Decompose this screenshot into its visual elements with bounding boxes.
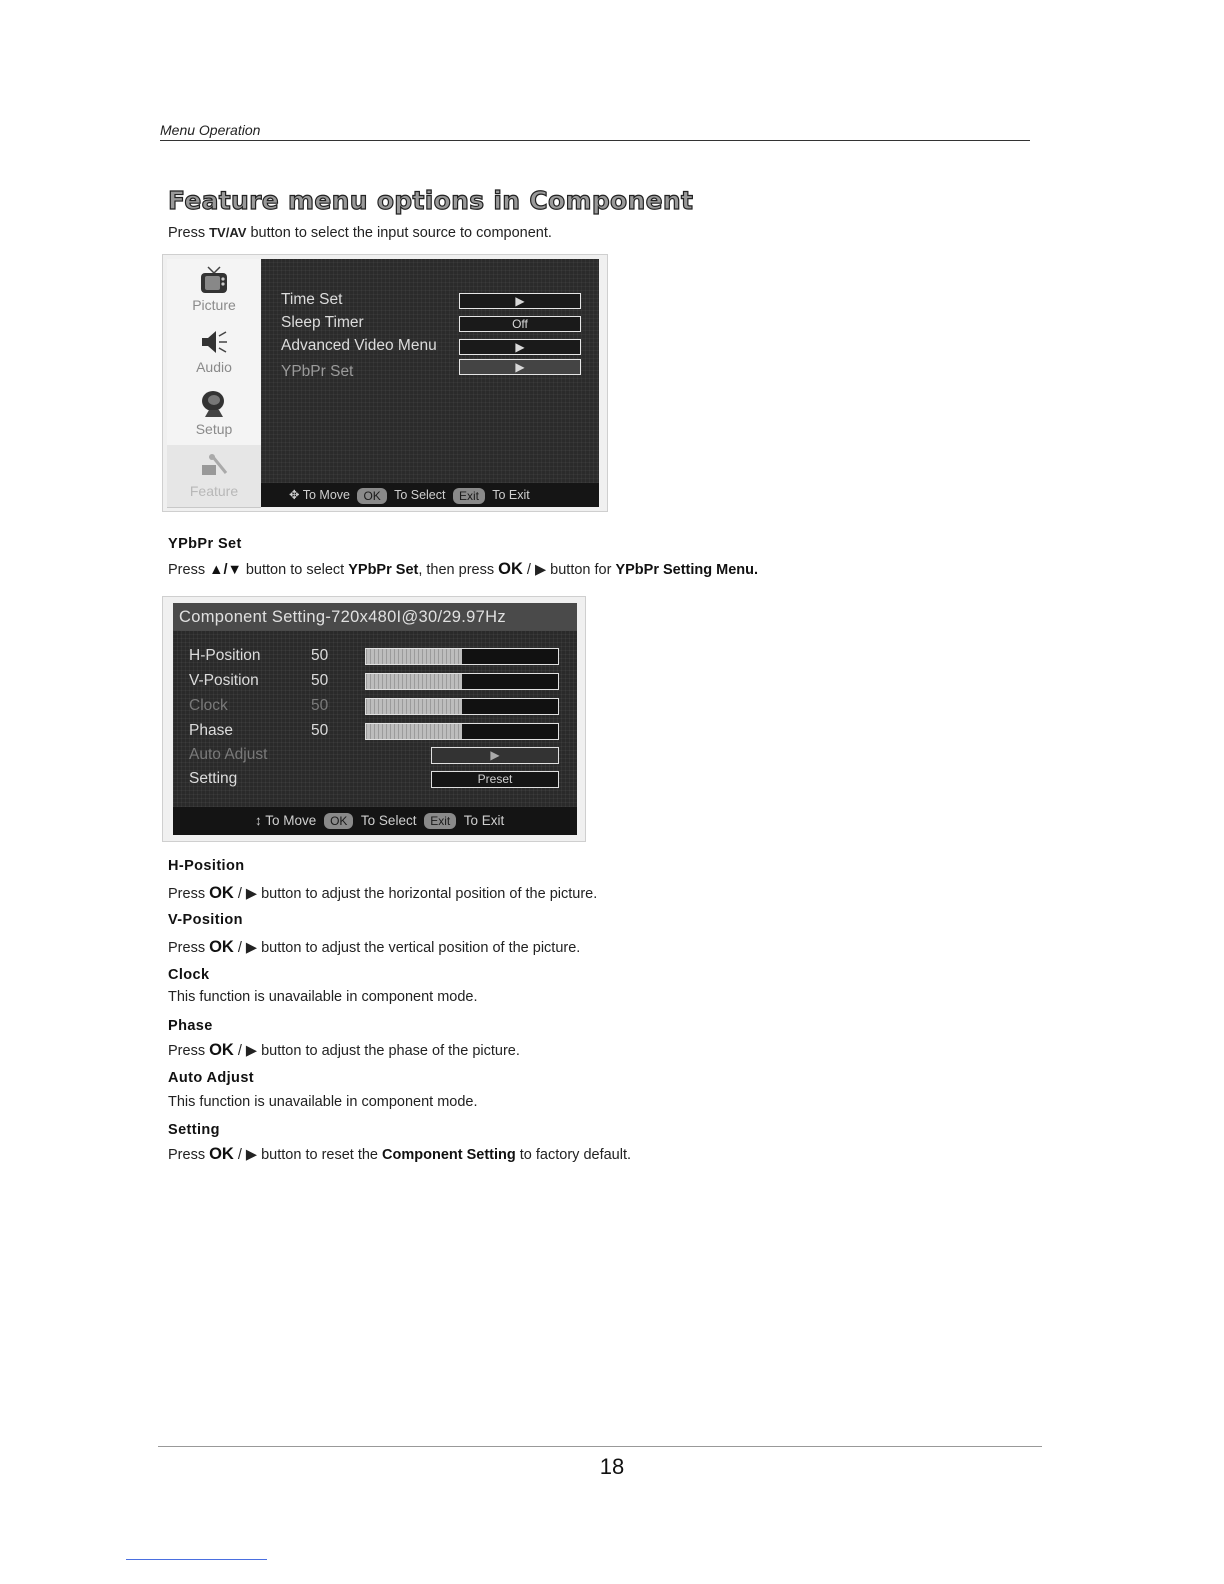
h-position-slider[interactable] bbox=[365, 648, 559, 665]
menu-item-advanced-video[interactable]: Advanced Video Menu bbox=[281, 337, 437, 354]
setting-preset-button[interactable]: Preset bbox=[431, 771, 559, 788]
v-position-text: Press OK / ▶ button to adjust the vertical position of the picture. bbox=[168, 938, 581, 956]
clock-heading: Clock bbox=[168, 967, 210, 983]
component-setting-screenshot bbox=[162, 596, 586, 842]
ypbpr-heading: YPbPr Set bbox=[168, 536, 242, 552]
ok-key: OK bbox=[498, 560, 523, 578]
exit-key: Exit bbox=[424, 813, 456, 829]
speaker-icon bbox=[199, 327, 229, 357]
page-number: 18 bbox=[599, 1454, 625, 1479]
slider-fill bbox=[366, 649, 462, 664]
tab-audio[interactable] bbox=[167, 321, 261, 384]
page-title: Feature menu options in Component bbox=[168, 186, 694, 215]
v-position-heading: V-Position bbox=[168, 912, 243, 928]
v-position-slider[interactable] bbox=[365, 673, 559, 690]
page-header bbox=[160, 122, 1030, 141]
feature-menu-screenshot bbox=[162, 254, 608, 512]
time-set-arrow[interactable]: ▶ bbox=[459, 293, 581, 309]
auto-adjust-arrow: ▶ bbox=[431, 747, 559, 764]
phase-value: 50 bbox=[311, 722, 329, 739]
ok-key: OK bbox=[357, 488, 386, 504]
advanced-video-arrow[interactable]: ▶ bbox=[459, 339, 581, 355]
row-auto-adjust-label: Auto Adjust bbox=[189, 746, 268, 763]
menu-sidebar bbox=[167, 259, 261, 507]
ypbpr-set-arrow[interactable]: ▶ bbox=[459, 359, 581, 375]
tvav-key: TV/AV bbox=[209, 225, 247, 240]
v-position-value: 50 bbox=[311, 672, 329, 689]
feature-menu-panel bbox=[261, 259, 599, 507]
phase-slider[interactable] bbox=[365, 723, 559, 740]
menu-item-sleep-timer[interactable]: Sleep Timer bbox=[281, 314, 364, 331]
component-menu-footer bbox=[173, 807, 577, 835]
setting-heading: Setting bbox=[168, 1122, 220, 1138]
h-position-heading: H-Position bbox=[168, 858, 245, 874]
row-v-position-label[interactable]: V-Position bbox=[189, 672, 259, 689]
tab-setup[interactable] bbox=[167, 383, 261, 446]
component-setting-panel bbox=[173, 603, 577, 835]
corner-rule bbox=[126, 1559, 267, 1560]
up-down-arrows-icon: ↕ bbox=[255, 813, 262, 828]
row-setting-label[interactable]: Setting bbox=[189, 770, 238, 787]
h-position-value: 50 bbox=[311, 647, 329, 664]
tab-label: Setup bbox=[195, 421, 233, 437]
tab-picture[interactable] bbox=[167, 259, 261, 322]
to-select-label: To Select bbox=[394, 488, 446, 502]
move-arrows-icon: ✥ bbox=[289, 488, 300, 502]
to-exit-label: To Exit bbox=[463, 813, 505, 828]
component-setting-title: Component Setting-720x480I@30/29.97Hz bbox=[173, 603, 577, 631]
menu-item-ypbpr-set[interactable]: YPbPr Set bbox=[281, 363, 354, 380]
tab-label: Picture bbox=[192, 297, 236, 313]
row-h-position-label[interactable]: H-Position bbox=[189, 647, 261, 664]
tab-label: Feature bbox=[189, 483, 239, 499]
intro-text: Press TV/AV button to select the input source to component. bbox=[168, 225, 552, 241]
to-exit-label: To Exit bbox=[492, 488, 530, 502]
sleep-timer-value[interactable]: Off bbox=[459, 316, 581, 332]
auto-adjust-text: This function is unavailable in component mode. bbox=[168, 1094, 478, 1110]
row-phase-label[interactable]: Phase bbox=[189, 722, 233, 739]
h-position-text: Press OK / ▶ button to adjust the horizontal position of the picture. bbox=[168, 884, 598, 902]
to-select-label: To Select bbox=[360, 813, 417, 828]
ok-key: OK bbox=[324, 813, 353, 829]
tab-feature[interactable] bbox=[167, 445, 261, 508]
slider-fill bbox=[366, 699, 462, 714]
to-move-label: To Move bbox=[302, 488, 350, 502]
up-down-keys: ▲/▼ bbox=[209, 562, 242, 578]
auto-adjust-heading: Auto Adjust bbox=[168, 1070, 255, 1086]
row-clock-label: Clock bbox=[189, 697, 228, 714]
tv-icon bbox=[199, 265, 229, 295]
menu-footer bbox=[261, 483, 599, 507]
ypbpr-text: Press ▲/▼ button to select YPbPr Set, then press OK / ▶ button for YPbPr Setting Menu. bbox=[168, 560, 759, 578]
to-move-label: To Move bbox=[265, 813, 317, 828]
slider-fill bbox=[366, 724, 462, 739]
tab-label: Audio bbox=[196, 359, 232, 375]
satellite-dish-icon bbox=[199, 389, 229, 419]
setting-text: Press OK / ▶ button to reset the Component Setting to factory default. bbox=[168, 1145, 632, 1163]
clock-value: 50 bbox=[311, 697, 329, 714]
exit-key: Exit bbox=[453, 488, 485, 504]
slider-fill bbox=[366, 674, 462, 689]
phase-heading: Phase bbox=[168, 1018, 213, 1034]
section-name: Menu Operation bbox=[160, 122, 261, 138]
menu-item-time-set[interactable]: Time Set bbox=[281, 291, 343, 308]
clock-slider bbox=[365, 698, 559, 715]
footer-rule bbox=[158, 1446, 1042, 1447]
phase-text: Press OK / ▶ button to adjust the phase of the picture. bbox=[168, 1041, 520, 1059]
tools-icon bbox=[199, 451, 229, 481]
clock-text: This function is unavailable in component mode. bbox=[168, 989, 478, 1005]
